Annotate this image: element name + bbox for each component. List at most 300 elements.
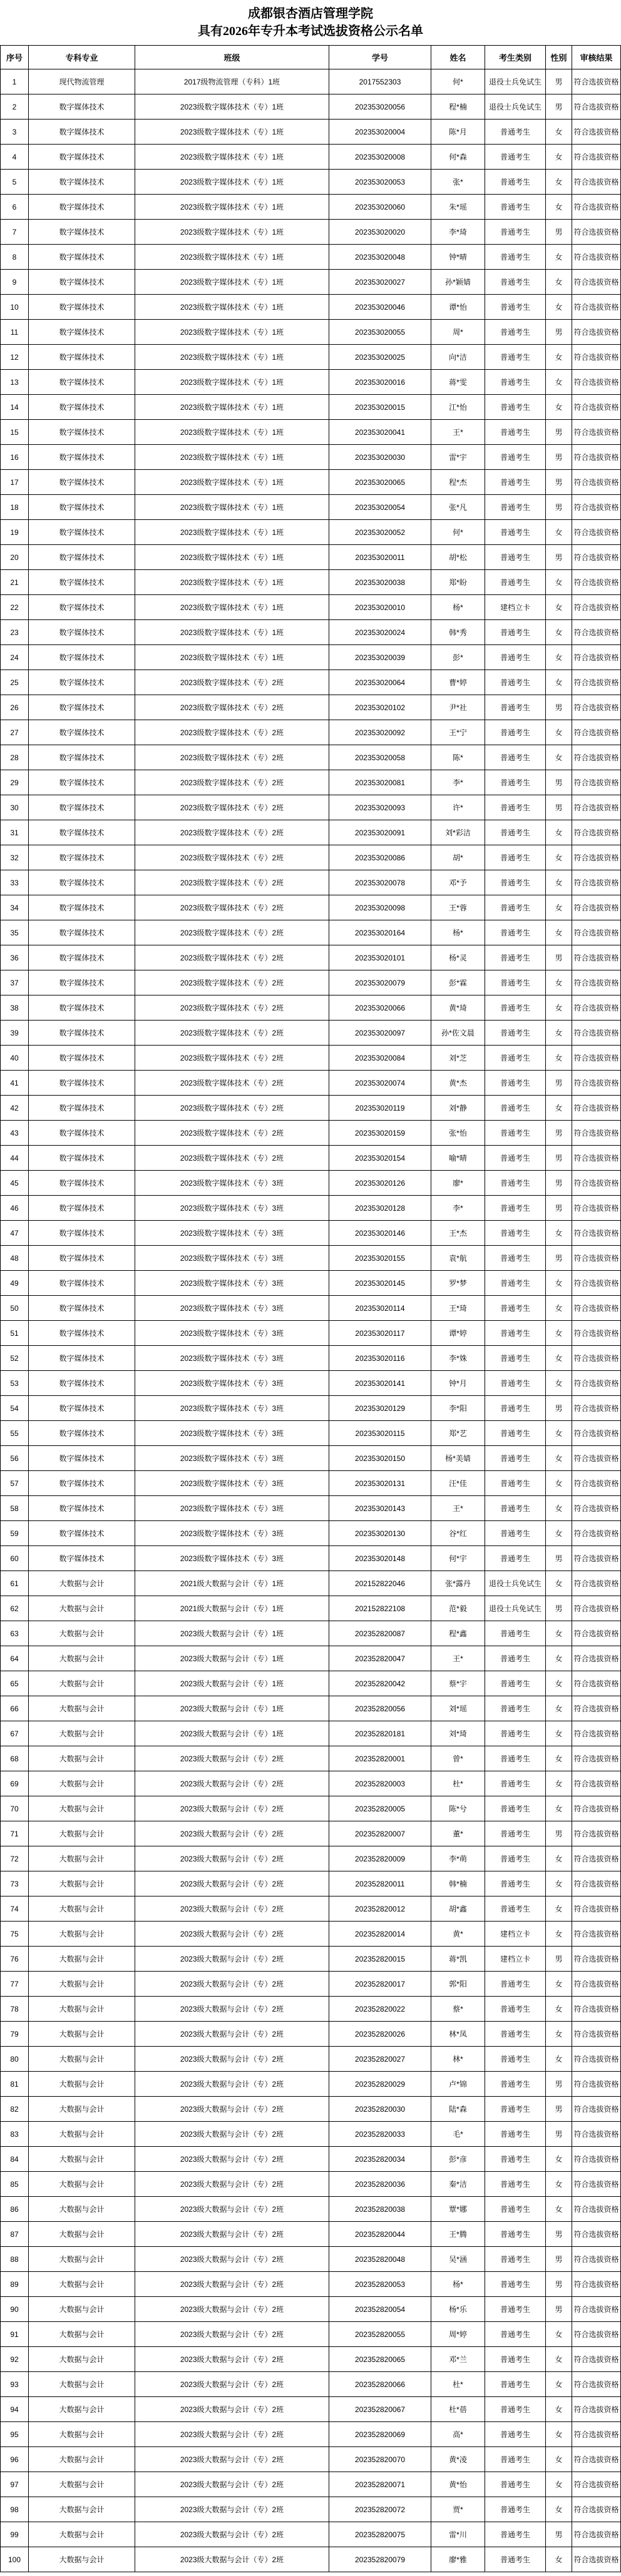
cell-candidate-type: 普通考生 [485,2422,546,2447]
cell-name: 杨*乐 [431,2297,485,2322]
cell-class: 2023级数字媒体技术（专）2班 [135,820,329,845]
cell-class: 2023级数字媒体技术（专）1班 [135,520,329,545]
cell-no: 11 [1,320,29,345]
cell-no: 54 [1,1396,29,1421]
table-row [1,2197,621,2222]
cell-result: 符合选拔资格 [572,2172,621,2197]
cell-gender: 女 [546,345,572,370]
cell-class: 2023级大数据与会计（专）2班 [135,1997,329,2022]
header-candidate-type: 考生类别 [485,46,546,69]
cell-no: 92 [1,2347,29,2372]
cell-major: 大数据与会计 [29,1671,135,1696]
cell-student-id: 202353020119 [329,1096,431,1121]
cell-result: 符合选拔资格 [572,1771,621,1796]
cell-major: 数字媒体技术 [29,395,135,420]
cell-student-id: 202352820075 [329,2522,431,2547]
cell-gender: 女 [546,895,572,920]
cell-gender: 男 [546,1171,572,1196]
cell-name: 刘*琦 [431,1721,485,1746]
cell-gender: 女 [546,1221,572,1246]
cell-name: 张*露丹 [431,1571,485,1596]
cell-name: 蔡*宇 [431,1671,485,1696]
cell-student-id: 202352820181 [329,1721,431,1746]
cell-class: 2023级数字媒体技术（专）1班 [135,120,329,145]
cell-result: 符合选拔资格 [572,2497,621,2522]
cell-candidate-type: 普通考生 [485,2397,546,2422]
cell-major: 大数据与会计 [29,2522,135,2547]
cell-candidate-type: 普通考生 [485,2297,546,2322]
cell-class: 2023级数字媒体技术（专）1班 [135,220,329,245]
cell-no: 43 [1,1121,29,1146]
cell-candidate-type: 普通考生 [485,220,546,245]
cell-no: 28 [1,745,29,770]
cell-gender: 男 [546,770,572,795]
cell-gender: 女 [546,1746,572,1771]
cell-gender: 女 [546,1296,572,1321]
cell-class: 2023级大数据与会计（专）2班 [135,2547,329,2572]
cell-student-id: 202353020008 [329,145,431,170]
cell-student-id: 202353020078 [329,870,431,895]
cell-result: 符合选拔资格 [572,1096,621,1121]
cell-major: 大数据与会计 [29,2322,135,2347]
cell-major: 大数据与会计 [29,2122,135,2147]
cell-result: 符合选拔资格 [572,1271,621,1296]
cell-student-id: 202353020056 [329,94,431,120]
cell-name: 何*宇 [431,1546,485,1571]
cell-class: 2023级大数据与会计（专）1班 [135,1621,329,1646]
cell-result: 符合选拔资格 [572,1046,621,1071]
cell-result: 符合选拔资格 [572,1496,621,1521]
cell-major: 数字媒体技术 [29,370,135,395]
cell-no: 42 [1,1096,29,1121]
cell-gender: 女 [546,870,572,895]
table-row [1,670,621,695]
cell-student-id: 202353020164 [329,920,431,945]
cell-result: 符合选拔资格 [572,1146,621,1171]
cell-name: 李*萌 [431,1846,485,1871]
cell-candidate-type: 普通考生 [485,2047,546,2072]
cell-candidate-type: 普通考生 [485,1246,546,1271]
cell-student-id: 202353020015 [329,395,431,420]
cell-class: 2023级数字媒体技术（专）1班 [135,195,329,220]
cell-student-id: 202352820038 [329,2197,431,2222]
cell-name: 邓*予 [431,870,485,895]
table-row [1,270,621,295]
cell-name: 刘*静 [431,1096,485,1121]
cell-no: 51 [1,1321,29,1346]
cell-no: 29 [1,770,29,795]
cell-student-id: 202353020079 [329,970,431,995]
cell-class: 2021级大数据与会计（专）1班 [135,1571,329,1596]
cell-class: 2023级数字媒体技术（专）3班 [135,1396,329,1421]
cell-no: 19 [1,520,29,545]
cell-class: 2023级大数据与会计（专）2班 [135,2297,329,2322]
cell-gender: 男 [546,695,572,720]
cell-name: 李*阳 [431,1396,485,1421]
cell-class: 2023级大数据与会计（专）2班 [135,2222,329,2247]
table-row [1,1746,621,1771]
cell-class: 2023级大数据与会计（专）2班 [135,2447,329,2472]
table-row [1,945,621,970]
cell-student-id: 202353020084 [329,1046,431,1071]
cell-result: 符合选拔资格 [572,120,621,145]
cell-student-id: 202352820017 [329,1972,431,1997]
cell-major: 数字媒体技术 [29,645,135,670]
table-row [1,720,621,745]
cell-major: 数字媒体技术 [29,170,135,195]
cell-student-id: 202152822046 [329,1571,431,1596]
cell-name: 张* [431,170,485,195]
cell-major: 数字媒体技术 [29,620,135,645]
cell-student-id: 202353020101 [329,945,431,970]
cell-major: 数字媒体技术 [29,545,135,570]
cell-candidate-type: 普通考生 [485,195,546,220]
cell-result: 符合选拔资格 [572,2472,621,2497]
cell-gender: 女 [546,670,572,695]
cell-student-id: 202352820065 [329,2347,431,2372]
cell-major: 大数据与会计 [29,1621,135,1646]
cell-result: 符合选拔资格 [572,345,621,370]
cell-result: 符合选拔资格 [572,1621,621,1646]
cell-gender: 男 [546,94,572,120]
table-row [1,2097,621,2122]
table-row [1,620,621,645]
cell-result: 符合选拔资格 [572,1446,621,1471]
cell-name: 郑*艺 [431,1421,485,1446]
cell-class: 2023级数字媒体技术（专）1班 [135,345,329,370]
cell-class: 2023级数字媒体技术（专）3班 [135,1496,329,1521]
cell-candidate-type: 普通考生 [485,1846,546,1871]
cell-student-id: 202352820053 [329,2272,431,2297]
cell-class: 2023级数字媒体技术（专）2班 [135,745,329,770]
cell-no: 65 [1,1671,29,1696]
cell-gender: 男 [546,945,572,970]
table-row [1,1871,621,1896]
table-row [1,795,621,820]
cell-major: 大数据与会计 [29,1796,135,1821]
cell-result: 符合选拔资格 [572,1796,621,1821]
cell-class: 2023级数字媒体技术（专）3班 [135,1296,329,1321]
cell-gender: 男 [546,1947,572,1972]
cell-name: 张*怡 [431,1121,485,1146]
cell-student-id: 202353020148 [329,1546,431,1571]
cell-student-id: 202352820003 [329,1771,431,1796]
cell-class: 2023级数字媒体技术（专）2班 [135,995,329,1021]
cell-class: 2023级数字媒体技术（专）3班 [135,1196,329,1221]
cell-student-id: 202353020143 [329,1496,431,1521]
table-row [1,570,621,595]
cell-name: 朱*瑶 [431,195,485,220]
cell-result: 符合选拔资格 [572,1571,621,1596]
cell-gender: 男 [546,69,572,94]
cell-student-id: 202352820079 [329,2547,431,2572]
cell-no: 58 [1,1496,29,1521]
cell-name: 林*凤 [431,2022,485,2047]
cell-result: 符合选拔资格 [572,1821,621,1846]
cell-student-id: 202352820029 [329,2072,431,2097]
cell-no: 14 [1,395,29,420]
cell-name: 王*蓉 [431,895,485,920]
cell-class: 2023级数字媒体技术（专）1班 [135,620,329,645]
cell-gender: 女 [546,245,572,270]
table-row [1,2347,621,2372]
cell-candidate-type: 普通考生 [485,370,546,395]
cell-name: 吴*涵 [431,2247,485,2272]
cell-name: 黄*杰 [431,1071,485,1096]
cell-result: 符合选拔资格 [572,2122,621,2147]
cell-class: 2023级数字媒体技术（专）1班 [135,445,329,470]
cell-no: 66 [1,1696,29,1721]
cell-no: 61 [1,1571,29,1596]
cell-result: 符合选拔资格 [572,1997,621,2022]
table-row [1,545,621,570]
cell-gender: 女 [546,1571,572,1596]
table-row [1,1321,621,1346]
cell-no: 82 [1,2097,29,2122]
cell-gender: 女 [546,195,572,220]
cell-no: 96 [1,2447,29,2472]
cell-result: 符合选拔资格 [572,2372,621,2397]
cell-name: 孙*佐文晨 [431,1021,485,1046]
cell-no: 22 [1,595,29,620]
cell-candidate-type: 普通考生 [485,520,546,545]
cell-student-id: 202353020128 [329,1196,431,1221]
cell-candidate-type: 普通考生 [485,1096,546,1121]
cell-candidate-type: 普通考生 [485,2097,546,2122]
cell-student-id: 202353020081 [329,770,431,795]
cell-major: 数字媒体技术 [29,1221,135,1246]
table-row [1,170,621,195]
cell-no: 31 [1,820,29,845]
cell-student-id: 202352820087 [329,1621,431,1646]
cell-class: 2023级大数据与会计（专）2班 [135,1771,329,1796]
table-row [1,2147,621,2172]
cell-no: 45 [1,1171,29,1196]
cell-name: 曹*婷 [431,670,485,695]
cell-no: 49 [1,1271,29,1296]
cell-candidate-type: 普通考生 [485,1396,546,1421]
cell-name: 张*凡 [431,495,485,520]
cell-student-id: 202353020048 [329,245,431,270]
cell-class: 2023级大数据与会计（专）2班 [135,2497,329,2522]
cell-result: 符合选拔资格 [572,220,621,245]
cell-candidate-type: 普通考生 [485,2222,546,2247]
cell-no: 68 [1,1746,29,1771]
cell-class: 2023级数字媒体技术（专）3班 [135,1546,329,1571]
cell-gender: 女 [546,920,572,945]
cell-no: 27 [1,720,29,745]
cell-major: 大数据与会计 [29,1771,135,1796]
cell-gender: 女 [546,2397,572,2422]
cell-result: 符合选拔资格 [572,1371,621,1396]
cell-major: 数字媒体技术 [29,720,135,745]
cell-name: 何* [431,69,485,94]
table-row [1,2122,621,2147]
cell-gender: 女 [546,1846,572,1871]
cell-result: 符合选拔资格 [572,420,621,445]
cell-student-id: 202353020154 [329,1146,431,1171]
cell-name: 秦*洁 [431,2172,485,2197]
cell-result: 符合选拔资格 [572,270,621,295]
table-row [1,1046,621,1071]
cell-result: 符合选拔资格 [572,670,621,695]
cell-no: 88 [1,2247,29,2272]
cell-candidate-type: 普通考生 [485,1546,546,1571]
cell-candidate-type: 普通考生 [485,1796,546,1821]
cell-no: 73 [1,1871,29,1896]
cell-result: 符合选拔资格 [572,2322,621,2347]
cell-student-id: 202353020024 [329,620,431,645]
cell-class: 2023级数字媒体技术（专）1班 [135,645,329,670]
table-row [1,970,621,995]
cell-major: 数字媒体技术 [29,995,135,1021]
table-row [1,1997,621,2022]
cell-student-id: 202353020052 [329,520,431,545]
cell-name: 杜* [431,2372,485,2397]
cell-candidate-type: 普通考生 [485,2322,546,2347]
cell-class: 2023级数字媒体技术（专）2班 [135,970,329,995]
cell-class: 2023级数字媒体技术（专）1班 [135,395,329,420]
cell-candidate-type: 普通考生 [485,120,546,145]
cell-result: 符合选拔资格 [572,1196,621,1221]
cell-name: 王* [431,1646,485,1671]
cell-no: 80 [1,2047,29,2072]
cell-name: 卢*锦 [431,2072,485,2097]
cell-major: 数字媒体技术 [29,1371,135,1396]
cell-class: 2023级大数据与会计（专）2班 [135,1896,329,1922]
cell-no: 40 [1,1046,29,1071]
cell-class: 2023级大数据与会计（专）1班 [135,1696,329,1721]
cell-student-id: 2017552303 [329,69,431,94]
cell-gender: 女 [546,2422,572,2447]
cell-candidate-type: 普通考生 [485,1146,546,1171]
cell-no: 91 [1,2322,29,2347]
cell-name: 廖*雅 [431,2547,485,2572]
table-row [1,2422,621,2447]
cell-name: 何*森 [431,145,485,170]
cell-gender: 女 [546,1721,572,1746]
cell-gender: 男 [546,495,572,520]
cell-result: 符合选拔资格 [572,870,621,895]
cell-student-id: 202353020065 [329,470,431,495]
header-gender: 性别 [546,46,572,69]
cell-student-id: 202353020130 [329,1521,431,1546]
table-row [1,1721,621,1746]
cell-name: 刘*瑶 [431,1696,485,1721]
cell-major: 数字媒体技术 [29,1121,135,1146]
cell-class: 2023级数字媒体技术（专）1班 [135,545,329,570]
cell-class: 2023级数字媒体技术（专）2班 [135,695,329,720]
cell-gender: 女 [546,1871,572,1896]
cell-candidate-type: 普通考生 [485,795,546,820]
cell-no: 75 [1,1922,29,1947]
cell-class: 2023级数字媒体技术（专）1班 [135,570,329,595]
cell-student-id: 202353020064 [329,670,431,695]
table-row [1,195,621,220]
cell-class: 2023级数字媒体技术（专）1班 [135,145,329,170]
cell-name: 李*姝 [431,1346,485,1371]
table-row [1,1972,621,1997]
cell-name: 李*琦 [431,220,485,245]
cell-student-id: 202353020039 [329,645,431,670]
cell-gender: 男 [546,2297,572,2322]
table-row [1,2372,621,2397]
cell-candidate-type: 普通考生 [485,770,546,795]
table-row [1,470,621,495]
cell-name: 杨* [431,2272,485,2297]
cell-major: 数字媒体技术 [29,1196,135,1221]
cell-major: 数字媒体技术 [29,495,135,520]
cell-candidate-type: 普通考生 [485,1821,546,1846]
cell-major: 大数据与会计 [29,1746,135,1771]
cell-student-id: 202353020155 [329,1246,431,1271]
cell-student-id: 202353020093 [329,795,431,820]
cell-name: 程*楠 [431,94,485,120]
cell-student-id: 202352820001 [329,1746,431,1771]
table-row [1,395,621,420]
cell-gender: 女 [546,645,572,670]
cell-gender: 男 [546,2522,572,2547]
cell-name: 胡*松 [431,545,485,570]
cell-no: 33 [1,870,29,895]
cell-candidate-type: 普通考生 [485,2072,546,2097]
cell-no: 3 [1,120,29,145]
cell-gender: 女 [546,2147,572,2172]
cell-student-id: 202353020055 [329,320,431,345]
cell-candidate-type: 普通考生 [485,1771,546,1796]
cell-class: 2023级数字媒体技术（专）2班 [135,870,329,895]
cell-no: 37 [1,970,29,995]
cell-result: 符合选拔资格 [572,69,621,94]
cell-result: 符合选拔资格 [572,520,621,545]
cell-candidate-type: 普通考生 [485,1471,546,1496]
cell-gender: 女 [546,1696,572,1721]
cell-major: 数字媒体技术 [29,245,135,270]
table-row [1,69,621,94]
cell-student-id: 202353020097 [329,1021,431,1046]
table-row [1,1221,621,1246]
cell-candidate-type: 普通考生 [485,1321,546,1346]
cell-result: 符合选拔资格 [572,970,621,995]
cell-gender: 女 [546,995,572,1021]
cell-no: 6 [1,195,29,220]
cell-student-id: 202352820056 [329,1696,431,1721]
cell-gender: 女 [546,1621,572,1646]
cell-class: 2023级大数据与会计（专）2班 [135,1972,329,1997]
cell-gender: 女 [546,1671,572,1696]
cell-candidate-type: 普通考生 [485,545,546,570]
cell-class: 2023级数字媒体技术（专）3班 [135,1521,329,1546]
cell-result: 符合选拔资格 [572,1421,621,1446]
cell-candidate-type: 普通考生 [485,1671,546,1696]
cell-gender: 男 [546,1146,572,1171]
cell-gender: 女 [546,1496,572,1521]
cell-major: 数字媒体技术 [29,795,135,820]
cell-no: 98 [1,2497,29,2522]
cell-name: 杨* [431,920,485,945]
cell-result: 符合选拔资格 [572,145,621,170]
cell-name: 邓*兰 [431,2347,485,2372]
cell-name: 曾* [431,1746,485,1771]
cell-candidate-type: 普通考生 [485,920,546,945]
cell-name: 孙*颖婧 [431,270,485,295]
cell-result: 符合选拔资格 [572,895,621,920]
cell-student-id: 202353020098 [329,895,431,920]
cell-class: 2023级数字媒体技术（专）3班 [135,1371,329,1396]
table-row [1,770,621,795]
cell-name: 程*鑫 [431,1621,485,1646]
cell-student-id: 202353020117 [329,1321,431,1346]
